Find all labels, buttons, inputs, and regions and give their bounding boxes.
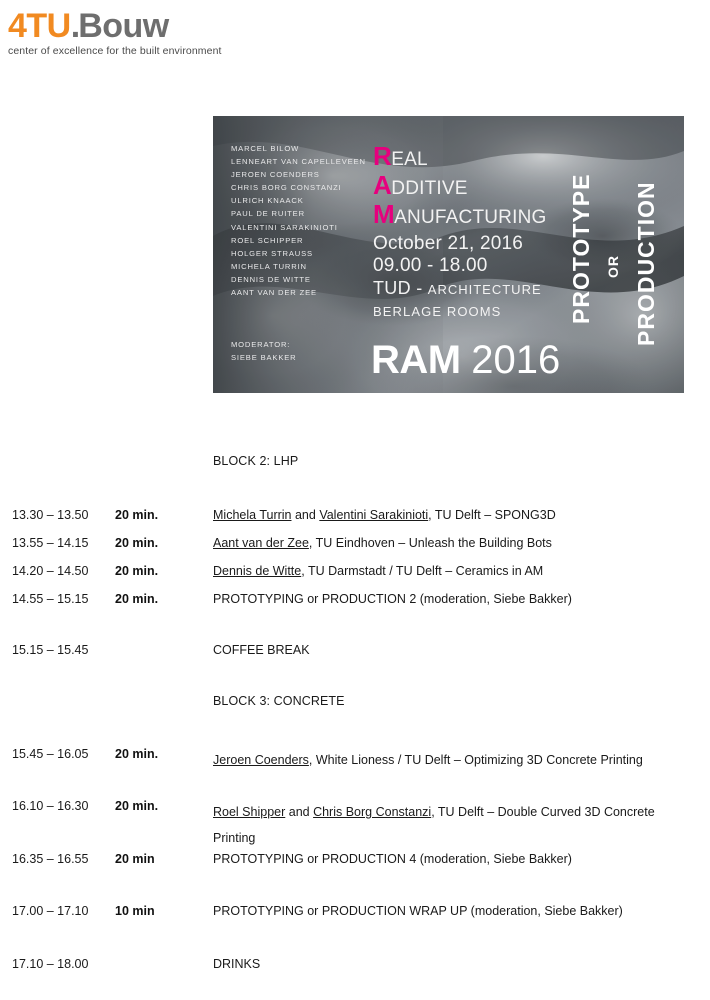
speaker-name: LENNEART VAN CAPELLEVEEN [231, 157, 366, 167]
row-time: 16.35 – 16.55 [12, 852, 89, 866]
speaker-name: ULRICH KNAACK [231, 196, 304, 206]
row-duration: 20 min. [115, 508, 159, 522]
row-time: 15.45 – 16.05 [12, 747, 89, 761]
logo-brand-primary: 4TU [8, 7, 71, 45]
acronym-initial-a: A [373, 170, 392, 200]
logo-block [8, 8, 238, 57]
acronym-word-manufacturing: ANUFACTURING [394, 207, 547, 228]
acronym-word-real: EAL [391, 149, 428, 170]
row-duration: 20 min [115, 852, 155, 866]
logo-wordmark [8, 8, 238, 44]
row-duration: 20 min. [115, 747, 159, 761]
poster-vertical-prototype: PROTOTYPE [568, 173, 594, 324]
acronym-word-additive: DDITIVE [391, 178, 468, 199]
acronym-initial-m: M [373, 199, 395, 229]
row-description: Jeroen Coenders, White Lioness / TU Delft – Optimizing 3D Concrete Printing [213, 753, 643, 767]
logo-brand-secondary: Bouw [78, 7, 169, 45]
speaker-name: DENNIS DE WITTE [231, 274, 311, 284]
row-time: 14.20 – 14.50 [12, 564, 89, 578]
poster-acronym-block [373, 141, 547, 231]
row-duration: 20 min. [115, 564, 159, 578]
acronym-line-additive [373, 170, 546, 202]
event-time: 09.00 - 18.00 [373, 255, 488, 276]
speaker-name: HOLGER STRAUSS [231, 248, 313, 258]
row-time: 15.15 – 15.45 [12, 643, 89, 657]
row-description: Michela Turrin and Valentini Sarakinioti, TU Delft – SPONG3D [213, 508, 556, 522]
row-duration: 10 min [115, 904, 155, 918]
row-description: PROTOTYPING or PRODUCTION WRAP UP (moderation, Siebe Bakker) [213, 904, 623, 918]
poster-event-details [373, 233, 542, 322]
row-time: 13.30 – 13.50 [12, 508, 89, 522]
big-title-year: 2016 [471, 338, 561, 382]
poster-vertical-or: OR [605, 255, 621, 278]
poster-big-title [371, 338, 560, 383]
speaker-name: VALENTINI SARAKINIOTI [231, 222, 338, 232]
row-description: Dennis de Witte, TU Darmstadt / TU Delft – Ceramics in AM [213, 564, 544, 578]
row-description: DRINKS [213, 957, 261, 971]
moderator-name: SIEBE BAKKER [231, 353, 297, 363]
speaker-name: AANT VAN DER ZEE [231, 288, 317, 298]
row-time: 16.10 – 16.30 [12, 799, 89, 813]
event-venue [373, 277, 542, 301]
row-time: 17.10 – 18.00 [12, 957, 89, 971]
venue-main: TUD - [373, 278, 428, 298]
acronym-initial-r: R [373, 141, 392, 171]
row-time: 17.00 – 17.10 [12, 904, 89, 918]
row-duration: 20 min. [115, 799, 159, 813]
row-description: PROTOTYPING or PRODUCTION 4 (moderation, Siebe Bakker) [213, 852, 572, 866]
block-heading-3: BLOCK 3: CONCRETE [213, 694, 345, 708]
row-time: 14.55 – 15.15 [12, 592, 89, 606]
event-date: October 21, 2016 [373, 233, 524, 254]
speaker-name: MARCEL BILOW [231, 144, 300, 153]
acronym-line-real [373, 141, 546, 173]
speaker-name: CHRIS BORG CONSTANZI [231, 183, 342, 193]
moderator-label: MODERATOR: [231, 340, 291, 349]
event-rooms: BERLAGE ROOMS [373, 304, 502, 319]
row-description: PROTOTYPING or PRODUCTION 2 (moderation, Siebe Bakker) [213, 592, 572, 606]
block-heading-2: BLOCK 2: LHP [213, 454, 299, 468]
speaker-name: JEROEN COENDERS [231, 170, 320, 180]
venue-sub: ARCHITECTURE [427, 282, 542, 297]
speaker-name: PAUL DE RUITER [231, 209, 305, 219]
row-description: Aant van der Zee, TU Eindhoven – Unleash the Building Bots [213, 536, 552, 550]
row-duration: 20 min. [115, 592, 159, 606]
poster-speaker-list [231, 142, 381, 299]
acronym-line-manufacturing [373, 199, 547, 231]
row-time: 13.55 – 14.15 [12, 536, 89, 550]
row-description: COFFEE BREAK [213, 643, 310, 657]
big-title-ram: RAM [371, 338, 472, 382]
poster-moderator-block [231, 338, 381, 364]
row-description: Roel Shipper and Chris Borg Constanzi, TU Delft – Double Curved 3D Concrete Printing [213, 805, 655, 845]
logo-tagline: center of excellence for the built environment [8, 45, 222, 57]
speaker-name: MICHELA TURRIN [231, 261, 307, 271]
logo-dot: . [70, 7, 79, 45]
event-poster-image [213, 116, 684, 393]
speaker-name: ROEL SCHIPPER [231, 235, 304, 245]
poster-vertical-production: PRODUCTION [633, 181, 659, 346]
row-duration: 20 min. [115, 536, 159, 550]
